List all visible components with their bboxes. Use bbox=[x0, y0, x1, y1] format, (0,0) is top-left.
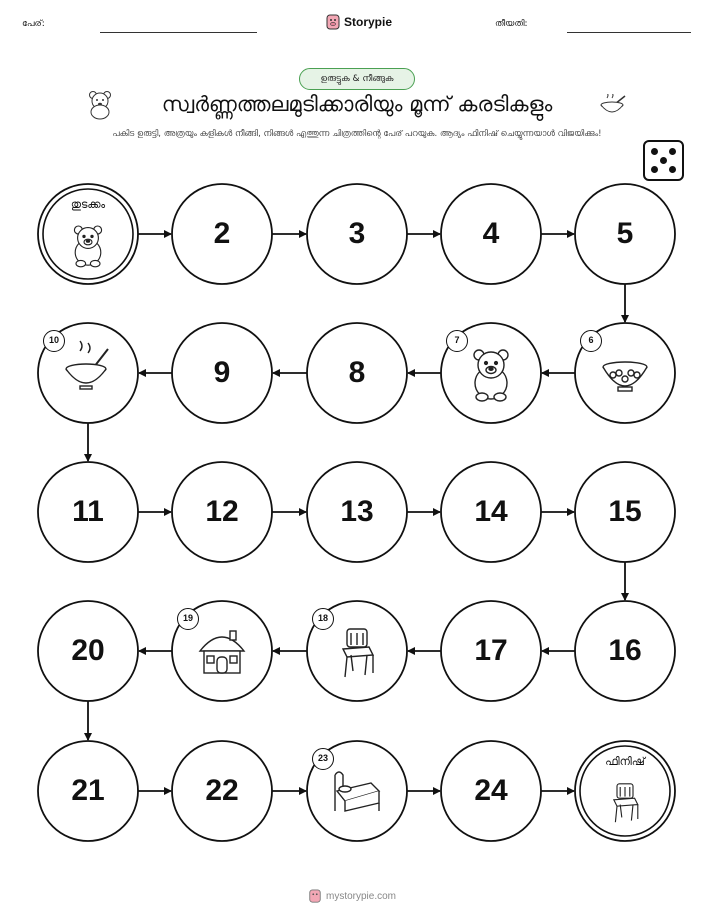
cell-number: 11 bbox=[72, 495, 104, 528]
bear-icon bbox=[74, 226, 101, 267]
cell-number: 24 bbox=[474, 774, 508, 807]
cell-number: 5 bbox=[616, 217, 634, 250]
pig-mascot-icon bbox=[308, 889, 322, 903]
cell-number-badge: 18 bbox=[312, 608, 334, 630]
cell-number: 4 bbox=[482, 217, 500, 250]
cell-number-badge: 19 bbox=[177, 608, 199, 630]
cell-number-badge: 6 bbox=[580, 330, 602, 352]
cell-number-badge: 23 bbox=[312, 748, 334, 770]
cell-number: 14 bbox=[474, 495, 508, 528]
cell-number: 21 bbox=[71, 774, 105, 807]
cell-number-badge: 10 bbox=[43, 330, 65, 352]
date-label: തീയതി: bbox=[495, 19, 528, 29]
bear-icon bbox=[474, 350, 508, 401]
name-label: പേര്: bbox=[22, 19, 45, 29]
finish-label: ഫിനിഷ് bbox=[605, 755, 645, 768]
page-title: സ്വർണ്ണത്തലമുടിക്കാരിയും മൂന്ന് കരടികളും bbox=[161, 92, 553, 116]
cell-number: 9 bbox=[213, 356, 231, 389]
instructions: പകിട ഉരുട്ടി, അത്രയും കളികൾ നീങ്ങി, നിങ്ങൾ എത്തുന്ന ചിത്രത്തിന്റെ പേര് പറയുക. ആദ്യം ഫിനിഷ് ചെയ്യുന്നയാൾ വിജയിക്കും! bbox=[112, 129, 602, 139]
cell-number: 3 bbox=[348, 217, 366, 250]
footer bbox=[308, 889, 396, 903]
footer-url[interactable]: mystorypie.com bbox=[326, 890, 397, 902]
cell-number: 2 bbox=[213, 217, 231, 250]
cell-number: 8 bbox=[348, 356, 366, 389]
cell-number: 20 bbox=[71, 634, 105, 667]
brand-name: Storypie bbox=[344, 15, 393, 29]
cell-number: 16 bbox=[608, 634, 642, 667]
cell-number: 22 bbox=[205, 774, 239, 807]
cell-number: 13 bbox=[340, 495, 374, 528]
cell-number: 17 bbox=[474, 634, 508, 667]
cell-number-badge: 7 bbox=[446, 330, 468, 352]
cell-number: 12 bbox=[205, 495, 239, 528]
cell-number: 15 bbox=[608, 495, 642, 528]
start-label: തുടക്കം bbox=[70, 198, 106, 211]
activity-badge: ഉരുട്ടുക & നീങ്ങുക bbox=[299, 68, 415, 90]
